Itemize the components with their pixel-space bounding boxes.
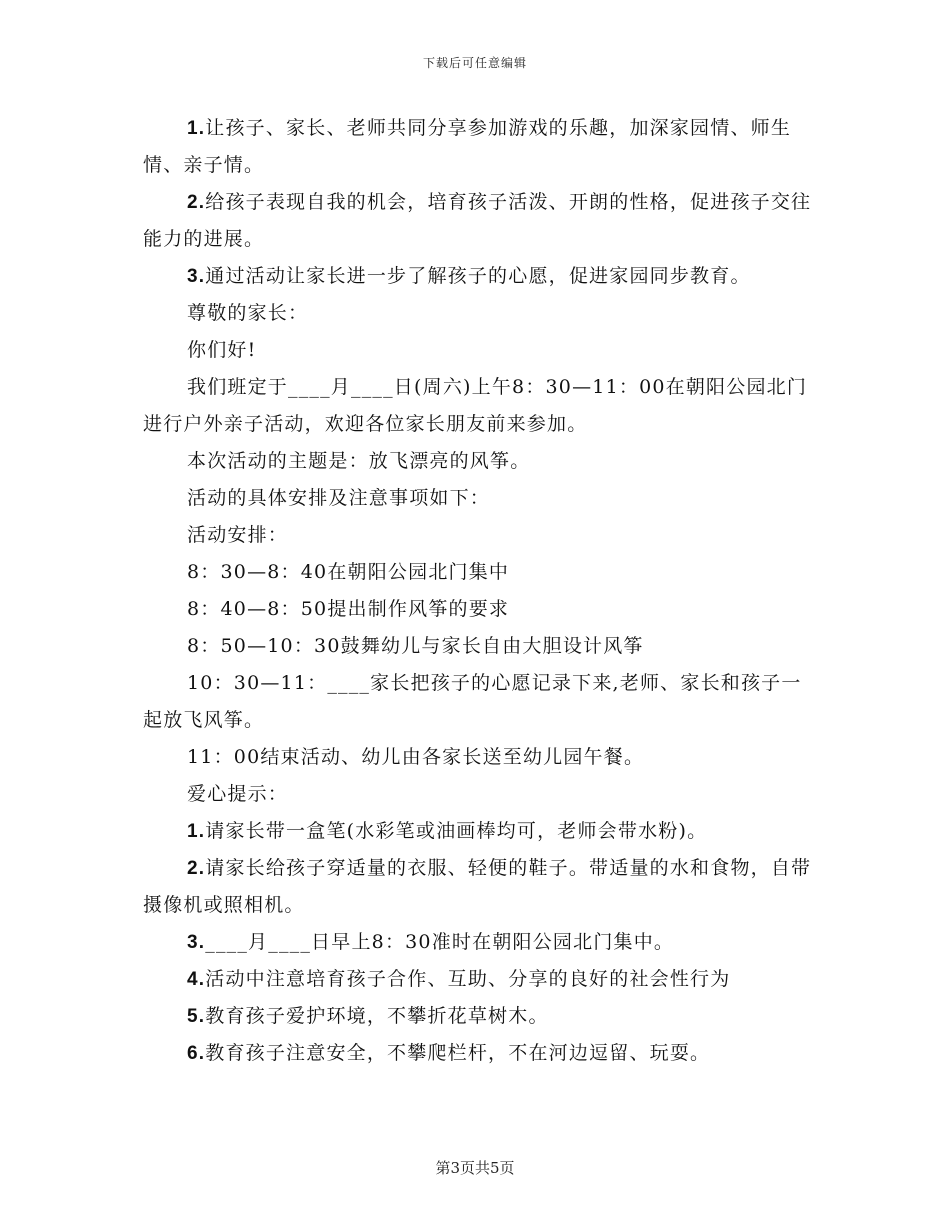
paragraph-text: 让孩子、家长、老师共同分享参加游戏的乐趣，加深家园情、师生情、亲子情。 (143, 117, 792, 176)
page-header: 下载后可任意编辑 (422, 56, 527, 70)
list-number: 3. (187, 932, 206, 953)
paragraph (143, 998, 813, 1035)
paragraph-text: 活动安排： (187, 524, 289, 546)
paragraph-text: 8：50—10：30鼓舞幼儿与家长自由大胆设计风筝 (187, 635, 644, 657)
paragraph (143, 739, 813, 776)
paragraph (143, 110, 813, 184)
paragraph-text: 教育孩子爱护环境，不攀折花草树木。 (205, 1005, 549, 1027)
paragraph-text: 8：40—8：50提出制作风筝的要求 (187, 598, 510, 620)
list-number: 5. (187, 1006, 206, 1027)
paragraph-text: 给孩子表现自我的机会，培育孩子活泼、开朗的性格，促进孩子交往能力的进展。 (143, 191, 812, 250)
paragraph-text: 教育孩子注意安全，不攀爬栏杆，不在河边逗留、玩耍。 (205, 1042, 711, 1064)
paragraph (143, 369, 813, 443)
paragraph (143, 850, 813, 924)
paragraph-text: 尊敬的家长： (187, 302, 309, 324)
paragraph (143, 1035, 813, 1072)
document-body (143, 110, 813, 1072)
paragraph (143, 517, 813, 554)
list-number: 1. (187, 118, 206, 139)
list-number: 1. (187, 821, 206, 842)
paragraph (143, 628, 813, 665)
paragraph-text: 请家长给孩子穿适量的衣服、轻便的鞋子。带适量的水和食物，自带摄像机或照相机。 (143, 857, 812, 916)
paragraph (143, 813, 813, 850)
page-footer: 第3页共5页 (435, 1159, 515, 1177)
paragraph (143, 961, 813, 998)
paragraph-text: ____月____日早上8：30准时在朝阳公园北门集中。 (205, 931, 675, 953)
list-number: 6. (187, 1043, 206, 1064)
paragraph (143, 776, 813, 813)
paragraph-text: 8：30—8：40在朝阳公园北门集中 (187, 561, 510, 583)
list-number: 4. (187, 969, 206, 990)
paragraph (143, 591, 813, 628)
paragraph (143, 554, 813, 591)
paragraph (143, 480, 813, 517)
paragraph-text: 爱心提示： (187, 783, 289, 805)
list-number: 3. (187, 266, 206, 287)
paragraph-text: 我们班定于____月____日(周六)上午8：30—11：00在朝阳公园北门进行户外亲子活动，欢迎各位家长朋友前来参加。 (143, 376, 808, 435)
paragraph (143, 924, 813, 961)
paragraph-text: 11：00结束活动、幼儿由各家长送至幼儿园午餐。 (187, 746, 645, 768)
paragraph (143, 332, 813, 369)
paragraph (143, 665, 813, 739)
paragraph-text: 请家长带一盒笔(水彩笔或油画棒均可，老师会带水粉)。 (205, 820, 708, 842)
paragraph-text: 你们好! (187, 339, 257, 361)
paragraph (143, 258, 813, 295)
paragraph-text: 活动的具体安排及注意事项如下： (187, 487, 491, 509)
paragraph (143, 443, 813, 480)
paragraph-text: 活动中注意培育孩子合作、互助、分享的良好的社会性行为 (205, 968, 731, 990)
paragraph (143, 184, 813, 258)
paragraph (143, 295, 813, 332)
list-number: 2. (187, 858, 206, 879)
list-number: 2. (187, 192, 206, 213)
paragraph-text: 本次活动的主题是：放飞漂亮的风筝。 (187, 450, 531, 472)
paragraph-text: 通过活动让家长进一步了解孩子的心愿，促进家园同步教育。 (205, 265, 751, 287)
paragraph-text: 10：30—11：____家长把孩子的心愿记录下来,老师、家长和孩子一起放飞风筝。 (143, 672, 802, 731)
